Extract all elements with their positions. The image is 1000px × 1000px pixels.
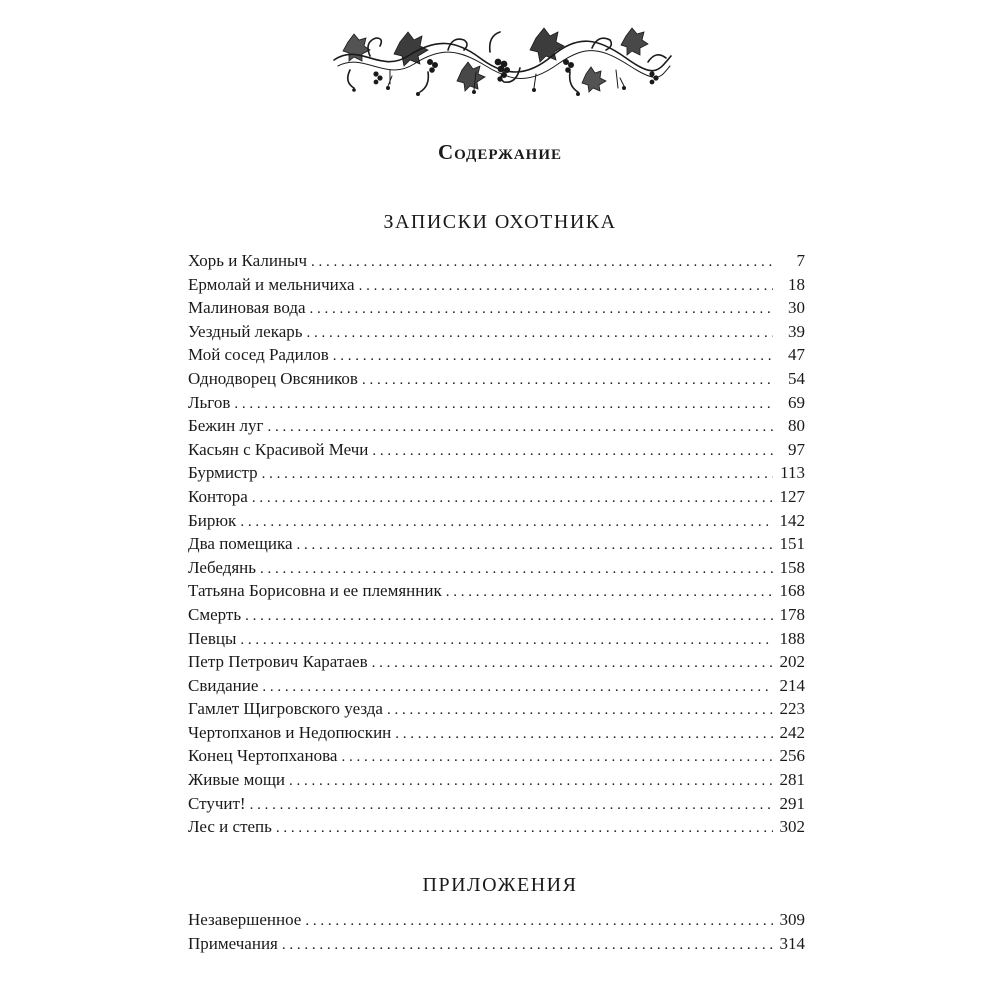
dot-leader <box>262 463 773 487</box>
toc-entry[interactable] <box>188 367 805 391</box>
entry-title: Живые мощи <box>188 770 286 790</box>
entry-page-number: 127 <box>779 486 805 506</box>
entry-title: Примечания <box>188 933 278 953</box>
dot-leader <box>289 770 773 794</box>
toc-entry[interactable] <box>188 485 805 509</box>
entry-title: Петр Петрович Каратаев <box>188 652 368 672</box>
dot-leader <box>267 416 773 440</box>
toc-entry[interactable] <box>188 249 805 273</box>
entry-title: Малиновая вода <box>188 298 306 318</box>
toc-entry[interactable] <box>188 908 805 932</box>
entry-page-number: 291 <box>779 793 805 813</box>
entry-title: Гамлет Щигровского уезда <box>188 699 383 719</box>
entry-page-number: 142 <box>779 510 805 530</box>
entry-title: Лебедянь <box>188 557 257 577</box>
toc-entry[interactable] <box>188 697 805 721</box>
entry-title: Ермолай и мельничиха <box>188 274 355 294</box>
toc-entry[interactable] <box>188 650 805 674</box>
entry-title: Незавершенное <box>188 910 302 929</box>
entry-page-number: 188 <box>779 628 805 648</box>
dot-leader <box>282 934 773 958</box>
dot-leader <box>333 345 773 369</box>
entry-title: Смерть <box>188 604 242 624</box>
entry-page-number: 158 <box>779 557 805 577</box>
entry-page-number: 168 <box>779 581 805 601</box>
dot-leader <box>240 629 773 653</box>
entry-page-number: 7 <box>796 251 805 270</box>
toc-entry[interactable] <box>188 320 805 344</box>
toc-entry[interactable] <box>188 532 805 556</box>
entry-title: Касьян с Красивой Мечи <box>188 439 369 459</box>
toc-entry[interactable] <box>188 509 805 533</box>
entry-title: Свидание <box>188 675 259 695</box>
entry-title: Чертопханов и Недопюскин <box>188 722 392 742</box>
dot-leader <box>359 275 773 299</box>
dot-leader <box>341 746 773 770</box>
entry-title: Певцы <box>188 628 237 648</box>
dot-leader <box>262 676 773 700</box>
entry-page-number: 47 <box>788 345 805 365</box>
entry-page-number: 214 <box>779 675 805 695</box>
dot-leader <box>305 910 773 934</box>
dot-leader <box>395 723 773 747</box>
dot-leader <box>234 393 773 417</box>
toc-entry[interactable] <box>188 792 805 816</box>
entry-title: Однодворец Овсяников <box>188 368 358 388</box>
toc-entry[interactable] <box>188 273 805 297</box>
entry-title: Мой сосед Радилов <box>188 345 329 365</box>
dot-leader <box>446 581 773 605</box>
entry-page-number: 30 <box>788 298 805 318</box>
section-title-zapiski: ЗАПИСКИ ОХОТНИКА <box>383 211 617 233</box>
entry-page-number: 69 <box>788 392 805 412</box>
dot-leader <box>372 440 773 464</box>
entry-page-number: 18 <box>788 274 805 294</box>
entry-page-number: 151 <box>779 534 805 554</box>
entry-page-number: 314 <box>779 933 805 953</box>
toc-entry[interactable] <box>188 674 805 698</box>
entry-title: Уездный лекарь <box>188 321 303 341</box>
entry-page-number: 281 <box>779 770 805 790</box>
entry-title: Два помещика <box>188 534 293 554</box>
entry-title: Конец Чертопханова <box>188 746 338 766</box>
toc-entry[interactable] <box>188 414 805 438</box>
dot-leader <box>297 534 773 558</box>
entry-title: Бурмистр <box>188 463 258 483</box>
entry-page-number: 39 <box>788 321 805 341</box>
dot-leader <box>362 369 773 393</box>
toc-list-prilozheniya <box>188 908 805 955</box>
toc-entry[interactable] <box>188 627 805 651</box>
entry-page-number: 223 <box>779 699 805 719</box>
section-title-prilozheniya: ПРИЛОЖЕНИЯ <box>422 874 578 896</box>
toc-entry[interactable] <box>188 932 805 956</box>
toc-entry[interactable] <box>188 721 805 745</box>
entry-title: Лес и степь <box>188 817 272 837</box>
dot-leader <box>307 322 773 346</box>
entry-title: Льгов <box>188 392 231 412</box>
entry-page-number: 309 <box>779 910 805 929</box>
toc-entry[interactable] <box>188 296 805 320</box>
entry-page-number: 113 <box>780 463 805 483</box>
toc-entry[interactable] <box>188 461 805 485</box>
toc-heading: Содержание <box>437 140 563 164</box>
entry-page-number: 302 <box>779 817 805 837</box>
entry-title: Бежин луг <box>188 416 264 436</box>
dot-leader <box>245 605 773 629</box>
entry-title: Хорь и Калиныч <box>188 251 308 270</box>
entry-title: Татьяна Борисовна и ее племянник <box>188 581 442 601</box>
dot-leader <box>372 652 773 676</box>
toc-entry[interactable] <box>188 815 805 839</box>
dot-leader <box>240 511 773 535</box>
toc-entry[interactable] <box>188 391 805 415</box>
toc-entry[interactable] <box>188 438 805 462</box>
entry-page-number: 202 <box>779 652 805 672</box>
dot-leader <box>260 558 773 582</box>
dot-leader <box>250 794 773 818</box>
entry-page-number: 242 <box>779 722 805 742</box>
entry-page-number: 80 <box>788 416 805 436</box>
entry-page-number: 178 <box>779 604 805 624</box>
toc-entry[interactable] <box>188 768 805 792</box>
toc-list-zapiski <box>188 249 805 839</box>
entry-page-number: 256 <box>779 746 805 766</box>
floral-vine-ornament-icon <box>330 22 675 104</box>
entry-page-number: 54 <box>788 368 805 388</box>
entry-title: Стучит! <box>188 793 246 813</box>
dot-leader <box>310 298 773 322</box>
dot-leader <box>276 817 773 841</box>
entry-title: Контора <box>188 486 248 506</box>
entry-title: Бирюк <box>188 510 237 530</box>
toc-entry[interactable] <box>188 343 805 367</box>
toc-entry[interactable] <box>188 603 805 627</box>
dot-leader <box>252 487 773 511</box>
dot-leader <box>311 251 773 275</box>
toc-entry[interactable] <box>188 556 805 580</box>
toc-entry[interactable] <box>188 579 805 603</box>
dot-leader <box>387 699 773 723</box>
entry-page-number: 97 <box>788 439 805 459</box>
toc-entry[interactable] <box>188 744 805 768</box>
